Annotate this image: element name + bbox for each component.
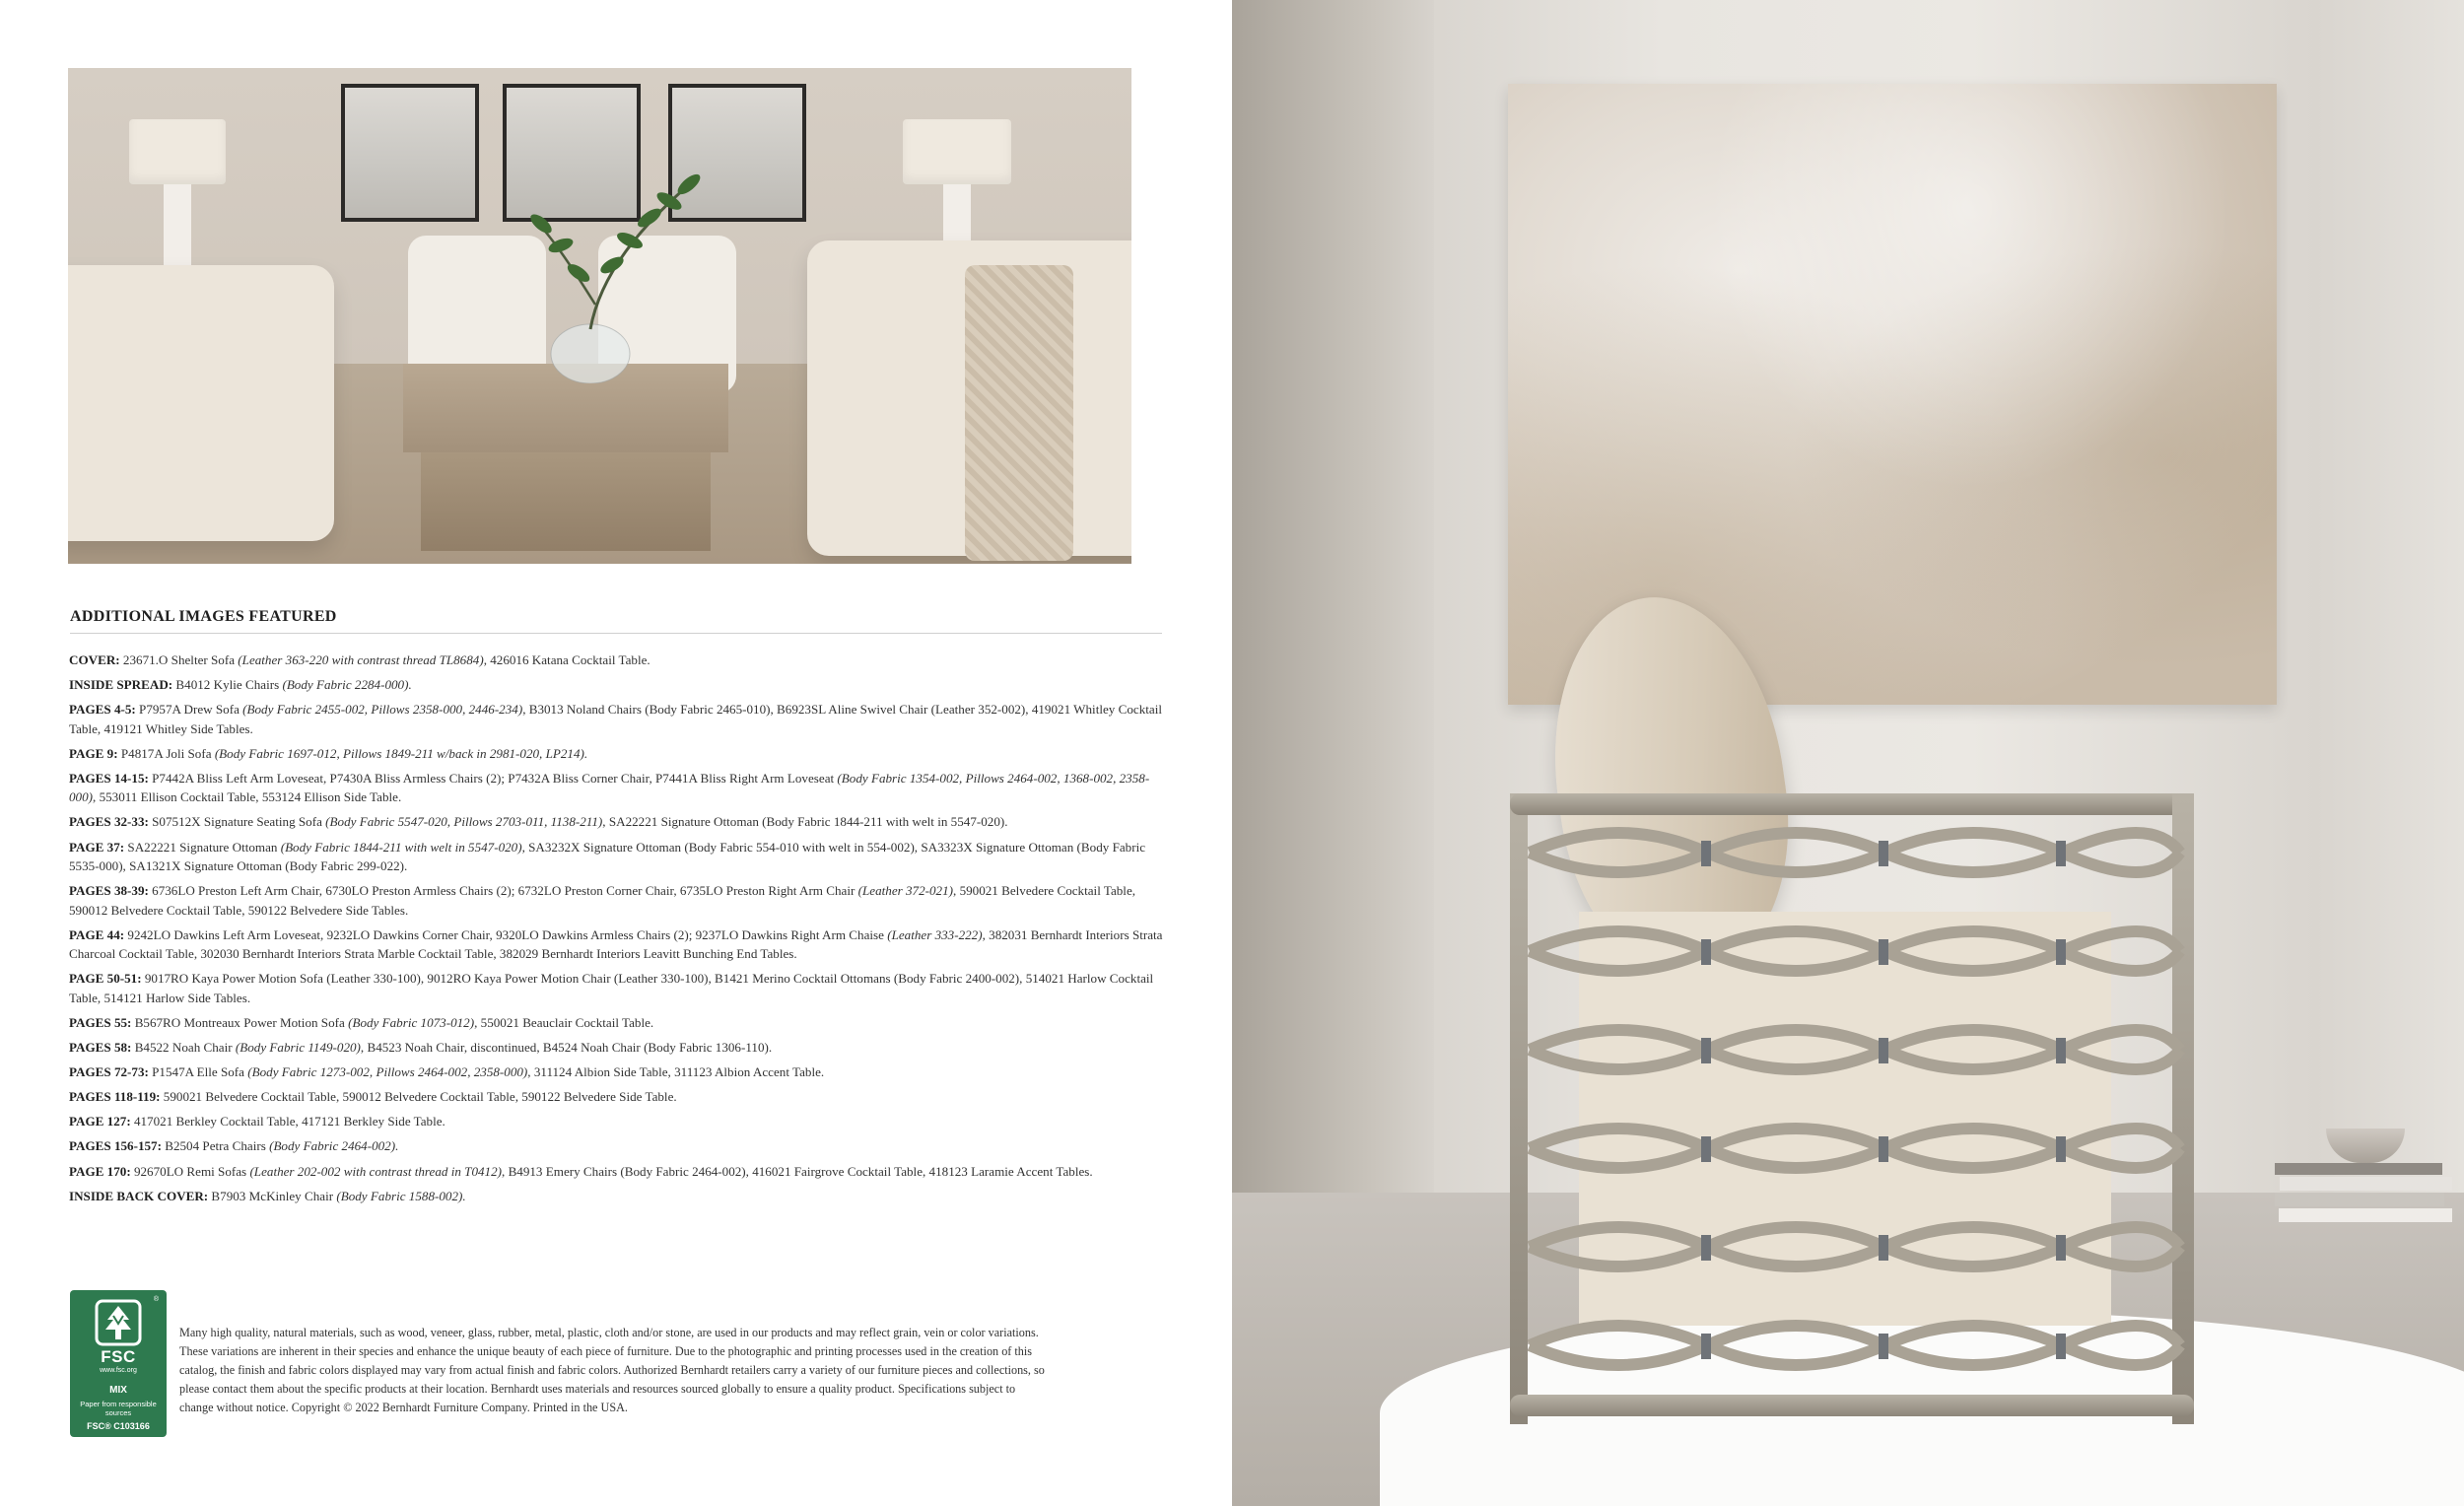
disclaimer-text: Many high quality, natural materials, such as wood, veneer, glass, rubber, metal, plastic, cloth and/or stone, are used in our products and may reflect grain, vein or color variations. These variations are inherent in their species and enhance the unique beauty of each piece of furniture. Due to the photographic and printing processes used in the creation of this catalog, the finish and fabric colors displayed may vary from actual finish and fabric colors. Authorized Bernhardt retailers carry a variety of our furniture pieces and collections, so please contact them about the specific products at their location. Bernhardt uses materials and resources sourced globally to ensure a quality product. Specifications subject to change without notice. Copyright © 2022 Bernhardt Furniture Company. Printed in the USA. [179,1326,1045,1414]
framed-art-left [341,84,479,222]
credit-label: PAGES 55: [69,1014,135,1030]
woven-chair-icon [1510,793,2195,1424]
credit-label: PAGE 9: [69,745,121,761]
credit-label: PAGE 37: [69,839,128,855]
credit-entry [69,881,1163,920]
living-room-photo [68,68,1131,564]
book-stack-icon [2275,1163,2452,1222]
ceramic-bowl [2326,1129,2405,1163]
credit-fabric: (Leather 372-021) [857,883,954,899]
credit-entry [69,744,1163,764]
credit-entry [69,1087,1163,1107]
credit-label: PAGES 38-39: [69,883,153,899]
sofa-left [68,265,334,541]
credit-entry [69,925,1163,964]
credit-fabric: (Body Fabric 2284-000). [282,677,412,693]
credit-text: B7903 McKinley Chair [211,1188,337,1203]
credit-fabric: (Body Fabric 1073-012) [348,1014,475,1030]
credit-entry [69,969,1163,1007]
credit-text-after: , 590021 Belvedere Cocktail Table, 590012 Belvedere Cocktail Table, 590122 Belvedere Side Tables. [69,883,1136,918]
fsc-code: FSC® C103166 [87,1421,150,1431]
credit-fabric: (Body Fabric 2455-002, Pillows 2358-000, 2446-234) [242,702,523,718]
cocktail-table-base [421,452,711,551]
credit-text: 6736LO Preston Left Arm Chair, 6730LO Preston Armless Chairs (2); 6732LO Preston Corner Chair, 6735LO Preston Right Arm Chair [152,883,858,899]
credit-text: P1547A Elle Sofa [152,1064,248,1080]
credit-label: PAGE 127: [69,1114,134,1130]
credit-text-after: , B4523 Noah Chair, discontinued, B4524 Noah Chair (Body Fabric 1306-110). [360,1040,773,1056]
credit-fabric: (Body Fabric 1273-002, Pillows 2464-002, 2358-000) [247,1064,528,1080]
credit-text: 590021 Belvedere Cocktail Table, 590012 Belvedere Cocktail Table, 590122 Belvedere Side Table. [163,1089,677,1105]
credit-entry [69,838,1163,876]
credit-entry [69,650,1163,670]
credit-text-after: , SA22221 Signature Ottoman (Body Fabric 1844-211 with welt in 5547-020). [602,814,1008,830]
credit-label: COVER: [69,652,123,667]
credit-entry [69,1187,1163,1206]
credit-entry [69,1162,1163,1182]
credit-label: INSIDE BACK COVER: [69,1188,212,1203]
credit-label: PAGE 44: [69,926,128,942]
credit-entry [69,675,1163,695]
fsc-logo: ® FSC www.fsc.org MIX Paper from responsible sources FSC® C103166 [70,1290,167,1437]
credit-text: B4012 Kylie Chairs [175,677,283,693]
credit-text: 9242LO Dawkins Left Arm Loveseat, 9232LO Dawkins Corner Chair, 9320LO Dawkins Armless Chairs (2); 9237LO Dawkins Right Arm Chaise [127,926,888,942]
credit-fabric: (Body Fabric 1149-020) [235,1040,361,1056]
credit-text-after: , 553011 Ellison Cocktail Table, 553124 Ellison Side Table. [93,789,402,805]
credit-text: SA22221 Signature Ottoman [127,839,281,855]
fsc-url: www.fsc.org [100,1367,137,1374]
credit-entry [69,1136,1163,1156]
credit-text: P7442A Bliss Left Arm Loveseat, P7430A Bliss Armless Chairs (2); P7432A Bliss Corner Chair, P7441A Bliss Right Arm Loveseat [152,770,838,786]
branch-vase-icon [492,157,728,383]
credit-text-after: , 311124 Albion Side Table, 311123 Albion Accent Table. [527,1064,825,1080]
credit-text: B4522 Noah Chair [134,1040,236,1056]
credit-text-after: , 382031 Bernhardt Interiors Strata Charcoal Cocktail Table, 302030 Bernhardt Interiors Strata Marble Cocktail Table, 382029 Bernhardt Interiors Leavitt Bunching End Tables. [69,926,1163,962]
credit-entry [69,769,1163,807]
credit-fabric: (Body Fabric 1588-002). [336,1188,466,1203]
credit-label: PAGES 58: [69,1040,135,1056]
credit-label: PAGES 14-15: [69,770,153,786]
credit-fabric: (Body Fabric 1697-012, Pillows 1849-211 w/back in 2981-020, LP214). [214,745,588,761]
fsc-mix-sub: Paper from responsible sources [80,1400,157,1417]
credit-text: P4817A Joli Sofa [120,745,215,761]
credit-text-after: , B4913 Emery Chairs (Body Fabric 2464-002), 416021 Fairgrove Cocktail Table, 418123 Laramie Accent Tables. [502,1163,1093,1179]
credit-text-after: , SA3232X Signature Ottoman (Body Fabric 554-010 with welt in 554-002), SA3323X Signature Ottoman (Body Fabric 5535-000), SA1321X Signature Ottoman (Body Fabric 299-022). [69,839,1146,874]
credit-text-after: , 426016 Katana Cocktail Table. [483,652,650,667]
credit-label: PAGES 72-73: [69,1064,153,1080]
credit-fabric: (Body Fabric 2464-002). [269,1138,399,1154]
credit-label: PAGES 156-157: [69,1138,166,1154]
fsc-tree-icon [94,1298,143,1347]
credit-entry [69,1038,1163,1058]
section-divider [70,633,1162,634]
credit-text: P7957A Drew Sofa [139,702,243,718]
credit-text: B567RO Montreaux Power Motion Sofa [134,1014,349,1030]
credit-entry [69,812,1163,832]
credit-label: PAGES 118-119: [69,1089,164,1105]
credit-fabric: (Leather 202-002 with contrast thread in T0412) [249,1163,503,1179]
credit-text: S07512X Signature Seating Sofa [152,814,326,830]
credits-list [69,650,1163,1211]
credit-text-after: , 550021 Beauclair Cocktail Table. [474,1014,654,1030]
credit-fabric: (Leather 363-220 with contrast thread TL8684) [238,652,484,667]
credit-text: 92670LO Remi Sofas [133,1163,250,1179]
credit-entry [69,700,1163,738]
credit-fabric: (Body Fabric 5547-020, Pillows 2703-011, 1138-211) [325,814,603,830]
credit-fabric: (Body Fabric 1354-002, Pillows 2464-002, 1368-002, 2358-000) [69,770,1150,805]
credit-label: INSIDE SPREAD: [69,677,176,693]
fsc-name: FSC [101,1347,136,1366]
credit-fabric: (Body Fabric 1844-211 with welt in 5547-020) [280,839,522,855]
credit-text: 417021 Berkley Cocktail Table, 417121 Berkley Side Table. [133,1114,445,1130]
credit-label: PAGES 32-33: [69,814,153,830]
credit-text: B2504 Petra Chairs [165,1138,270,1154]
credit-label: PAGES 4-5: [69,702,140,718]
chair-photo [1232,0,2464,1506]
fsc-mix: MIX [109,1385,127,1396]
credit-text: 23671.O Shelter Sofa [122,652,239,667]
credit-entry [69,1062,1163,1082]
credit-entry [69,1112,1163,1131]
credit-fabric: (Leather 333-222) [887,926,983,942]
credit-label: PAGE 50-51: [69,971,145,987]
credit-label: PAGE 170: [69,1163,134,1179]
lamp-right-shade [903,119,1011,184]
lamp-left-shade [129,119,226,184]
credit-entry [69,1013,1163,1033]
credit-text-after: , B3013 Noland Chairs (Body Fabric 2465-010), B6923SL Aline Swivel Chair (Leather 352-002), 419021 Whitley Cocktail Table, 419121 Whitley Side Tables. [69,702,1162,736]
knit-throw [965,265,1073,561]
credit-text: 9017RO Kaya Power Motion Sofa (Leather 330-100), 9012RO Kaya Power Motion Chair (Leather 330-100), B1421 Merino Cocktail Ottomans (Body Fabric 2400-002), 514021 Harlow Cocktail Table, 514121 Harlow Side Tables. [69,971,1154,1005]
section-title: ADDITIONAL IMAGES FEATURED [70,608,337,625]
